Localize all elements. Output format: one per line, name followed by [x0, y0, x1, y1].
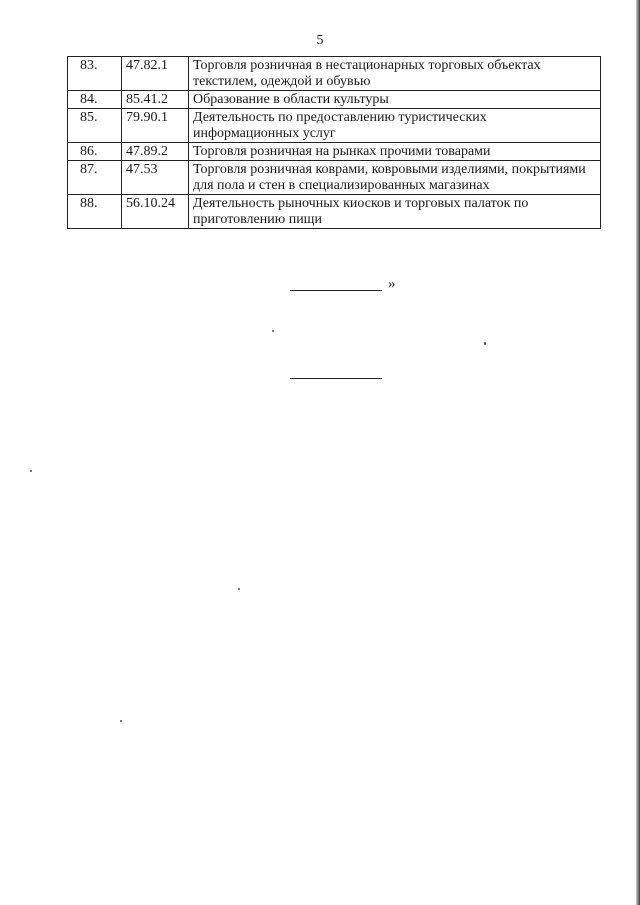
scan-speck: [272, 330, 274, 332]
closing-quote-block: [290, 276, 410, 294]
activity-code: 47.89.2: [122, 143, 189, 161]
activity-code: 85.41.2: [122, 91, 189, 109]
table-row: [68, 195, 601, 229]
closing-rule: [290, 290, 382, 291]
activity-description: Торговля розничная в нестационарных торговых объектах текстилем, одеждой и обувью: [189, 57, 601, 91]
closing-quote-mark: »: [388, 276, 396, 292]
activity-description: Деятельность рыночных киосков и торговых палаток по приготовлению пищи: [189, 195, 601, 229]
scan-speck: [238, 588, 240, 590]
row-number: 84.: [68, 91, 122, 109]
table-row: [68, 57, 601, 91]
scan-speck: [484, 342, 486, 345]
table-row: [68, 161, 601, 195]
table-row: [68, 91, 601, 109]
activity-description: Торговля розничная на рынках прочими товарами: [189, 143, 601, 161]
page-number: 5: [316, 33, 324, 48]
activity-code: 79.90.1: [122, 109, 189, 143]
activity-code: 47.53: [122, 161, 189, 195]
activity-code: 47.82.1: [122, 57, 189, 91]
activity-description: Образование в области культуры: [189, 91, 601, 109]
activity-description: Деятельность по предоставлению туристических информационных услуг: [189, 109, 601, 143]
activity-codes-table: [67, 56, 601, 229]
row-number: 83.: [68, 57, 122, 91]
scan-speck: [120, 720, 122, 722]
scan-speck: [30, 470, 32, 472]
end-of-document-rule: [290, 378, 382, 379]
activity-code: 56.10.24: [122, 195, 189, 229]
table-row: [68, 109, 601, 143]
activity-description: Торговля розничная коврами, ковровыми изделиями, покрытиями для пола и стен в специализированных магазинах: [189, 161, 601, 195]
row-number: 87.: [68, 161, 122, 195]
row-number: 88.: [68, 195, 122, 229]
scan-edge-shadow: [636, 0, 640, 905]
table-row: [68, 143, 601, 161]
row-number: 85.: [68, 109, 122, 143]
row-number: 86.: [68, 143, 122, 161]
